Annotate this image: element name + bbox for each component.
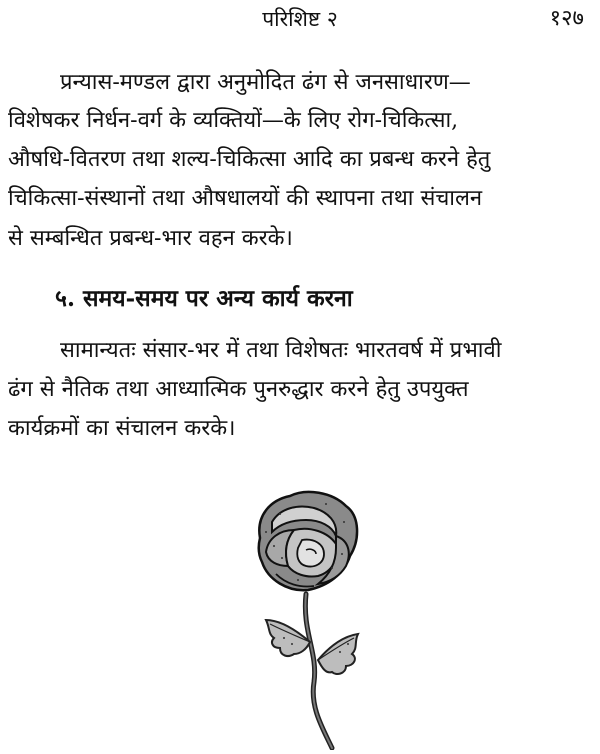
paragraph-2-line-3: कार्यक्रमों का संचालन करके। bbox=[8, 416, 236, 441]
paragraph-1-line-2: विशेषकर निर्धन-वर्ग के व्यक्तियों—के लिए रोग-चिकित्सा, bbox=[8, 108, 459, 133]
paragraph-2-line-2: ढंग से नैतिक तथा आध्यात्मिक पुनरुद्धार करने हेतु उपयुक्त bbox=[8, 377, 469, 402]
page-number: १२७ bbox=[549, 6, 584, 31]
running-header-title: परिशिष्ट २ bbox=[262, 7, 338, 31]
paragraph-1-line-3: औषधि-वितरण तथा शल्य-चिकित्सा आदि का प्रबन्ध करने हेतु bbox=[8, 147, 491, 172]
paragraph-1-line-1: प्रन्यास-मण्डल द्वारा अनुमोदित ढंग से जनसाधारण— bbox=[60, 70, 471, 95]
paragraph-1-line-5: से सम्बन्धित प्रबन्ध-भार वहन करके। bbox=[8, 226, 293, 251]
section-heading: ५. समय-समय पर अन्य कार्य करना bbox=[55, 285, 353, 312]
rose-icon bbox=[236, 482, 376, 750]
paragraph-2-line-1: सामान्यतः संसार-भर में तथा विशेषतः भारतवर्ष में प्रभावी bbox=[60, 338, 502, 363]
paragraph-1-line-4: चिकित्सा-संस्थानों तथा औषधालयों की स्थापना तथा संचालन bbox=[8, 186, 483, 211]
